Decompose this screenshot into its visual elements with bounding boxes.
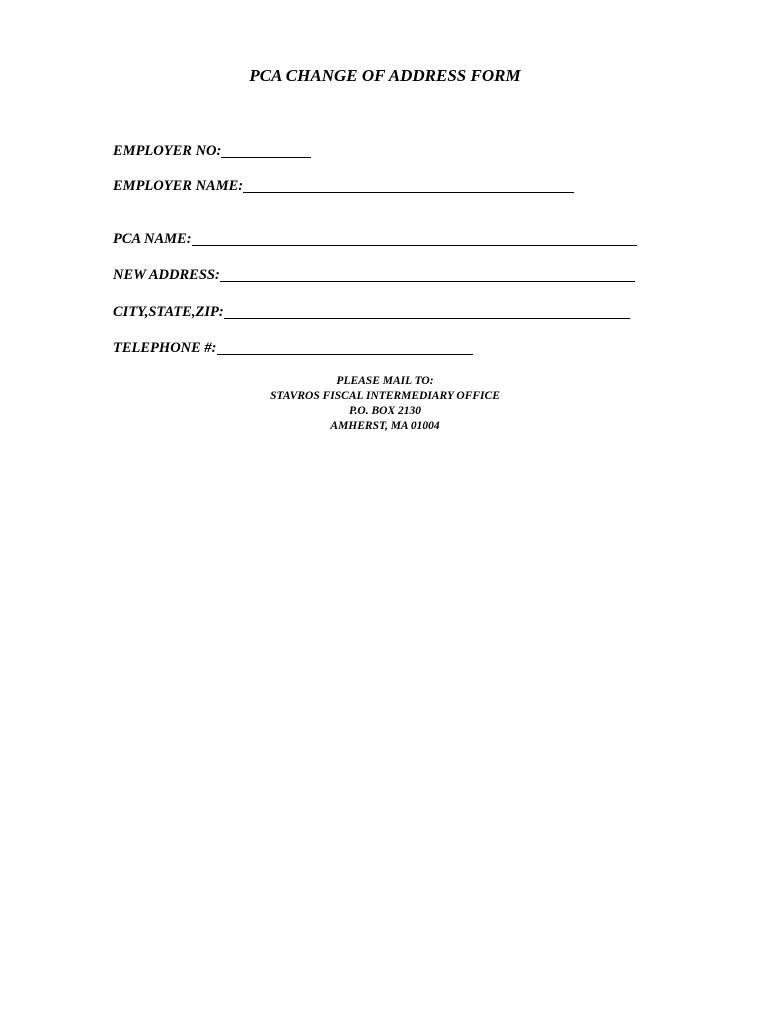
telephone-field (113, 340, 473, 357)
telephone-blank-line (217, 340, 473, 355)
city-state-zip-blank-line (224, 304, 630, 319)
mailing-address-block (0, 374, 770, 434)
city-state-zip-field (113, 304, 630, 321)
employer-no-field (113, 143, 311, 160)
new-address-field (113, 267, 635, 284)
form-title: PCA CHANGE OF ADDRESS FORM (249, 66, 521, 85)
employer-name-blank-line (243, 178, 574, 193)
pca-name-field (113, 231, 637, 248)
new-address-label: NEW ADDRESS: (113, 267, 220, 283)
pca-name-label: PCA NAME: (113, 231, 192, 247)
telephone-label: TELEPHONE #: (113, 340, 217, 356)
mail-to-heading: PLEASE MAIL TO: (336, 375, 434, 387)
new-address-blank-line (220, 267, 635, 282)
mail-to-office: STAVROS FISCAL INTERMEDIARY OFFICE (270, 390, 500, 402)
pca-name-blank-line (192, 231, 637, 246)
employer-name-label: EMPLOYER NAME: (113, 178, 244, 194)
employer-name-field (113, 178, 574, 195)
city-state-zip-label: CITY,STATE,ZIP: (113, 304, 224, 320)
mail-to-po-box: P.O. BOX 2130 (349, 405, 421, 417)
mail-to-city: AMHERST, MA 01004 (330, 420, 440, 432)
employer-no-blank-line (221, 143, 311, 158)
employer-no-label: EMPLOYER NO: (113, 143, 222, 159)
